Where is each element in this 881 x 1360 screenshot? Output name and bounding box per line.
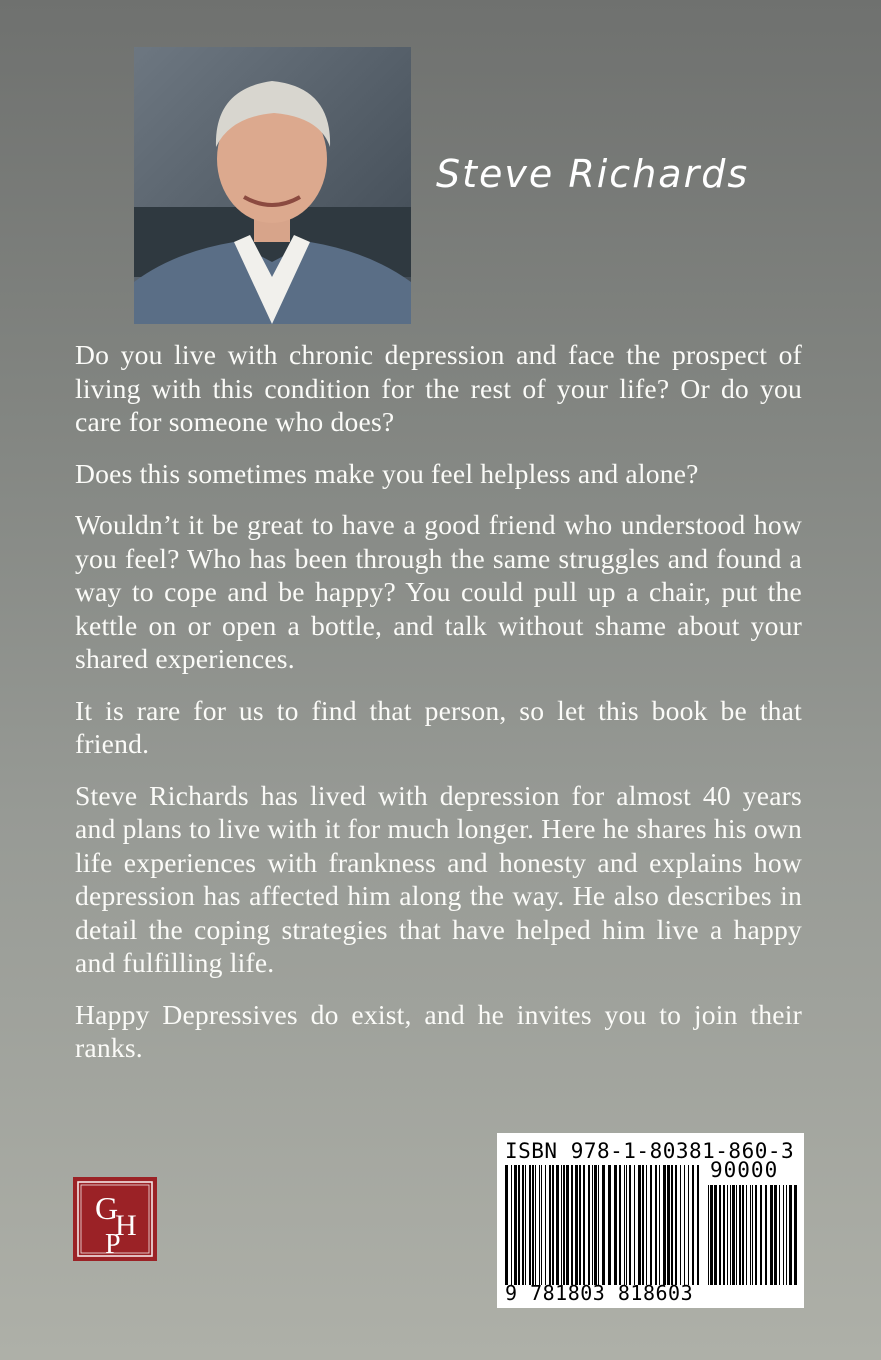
blurb-paragraph: Steve Richards has lived with depression for almost 40 years and plans to live with it for much longer. Here he shares his own life experiences with frankness and honesty and explains how depression has affected him along the way. He also describes in detail the coping strategies that have helped him live a happy and fulfilling life.	[75, 779, 802, 978]
price-code: 90000	[710, 1158, 779, 1182]
blurb-paragraph: Do you live with chronic depression and face the prospect of living with this condition for the rest of your life? Or do you care for someone who does?	[75, 339, 802, 437]
barcode-bars	[505, 1165, 699, 1285]
svg-text:H: H	[115, 1209, 137, 1242]
blurb-paragraph: Happy Depressives do exist, and he invites you to join their ranks.	[75, 998, 802, 1063]
author-photo	[134, 47, 411, 324]
blurb-paragraph: Does this sometimes make you feel helpless and alone?	[75, 457, 699, 489]
back-cover-blurb	[75, 338, 802, 1083]
isbn-label: ISBN 978-1-80381-860-3	[505, 1139, 795, 1163]
blurb-paragraph: It is rare for us to find that person, so let this book be that friend.	[75, 694, 802, 759]
addon-barcode-bars	[708, 1185, 798, 1285]
svg-text:P: P	[105, 1229, 121, 1260]
ean-digits: 9 781803 818603	[505, 1281, 694, 1305]
blurb-paragraph: Wouldn’t it be great to have a good friend who understood how you feel? Who has been through the same struggles and found a way to cope and be happy? You could pull up a chair, put the kettle on or open a bottle, and talk without shame about your shared experiences.	[75, 509, 802, 674]
publisher-logo	[73, 1177, 157, 1261]
svg-text:G: G	[95, 1190, 119, 1226]
isbn-barcode	[497, 1133, 804, 1308]
author-name: Steve Richards	[436, 152, 750, 196]
